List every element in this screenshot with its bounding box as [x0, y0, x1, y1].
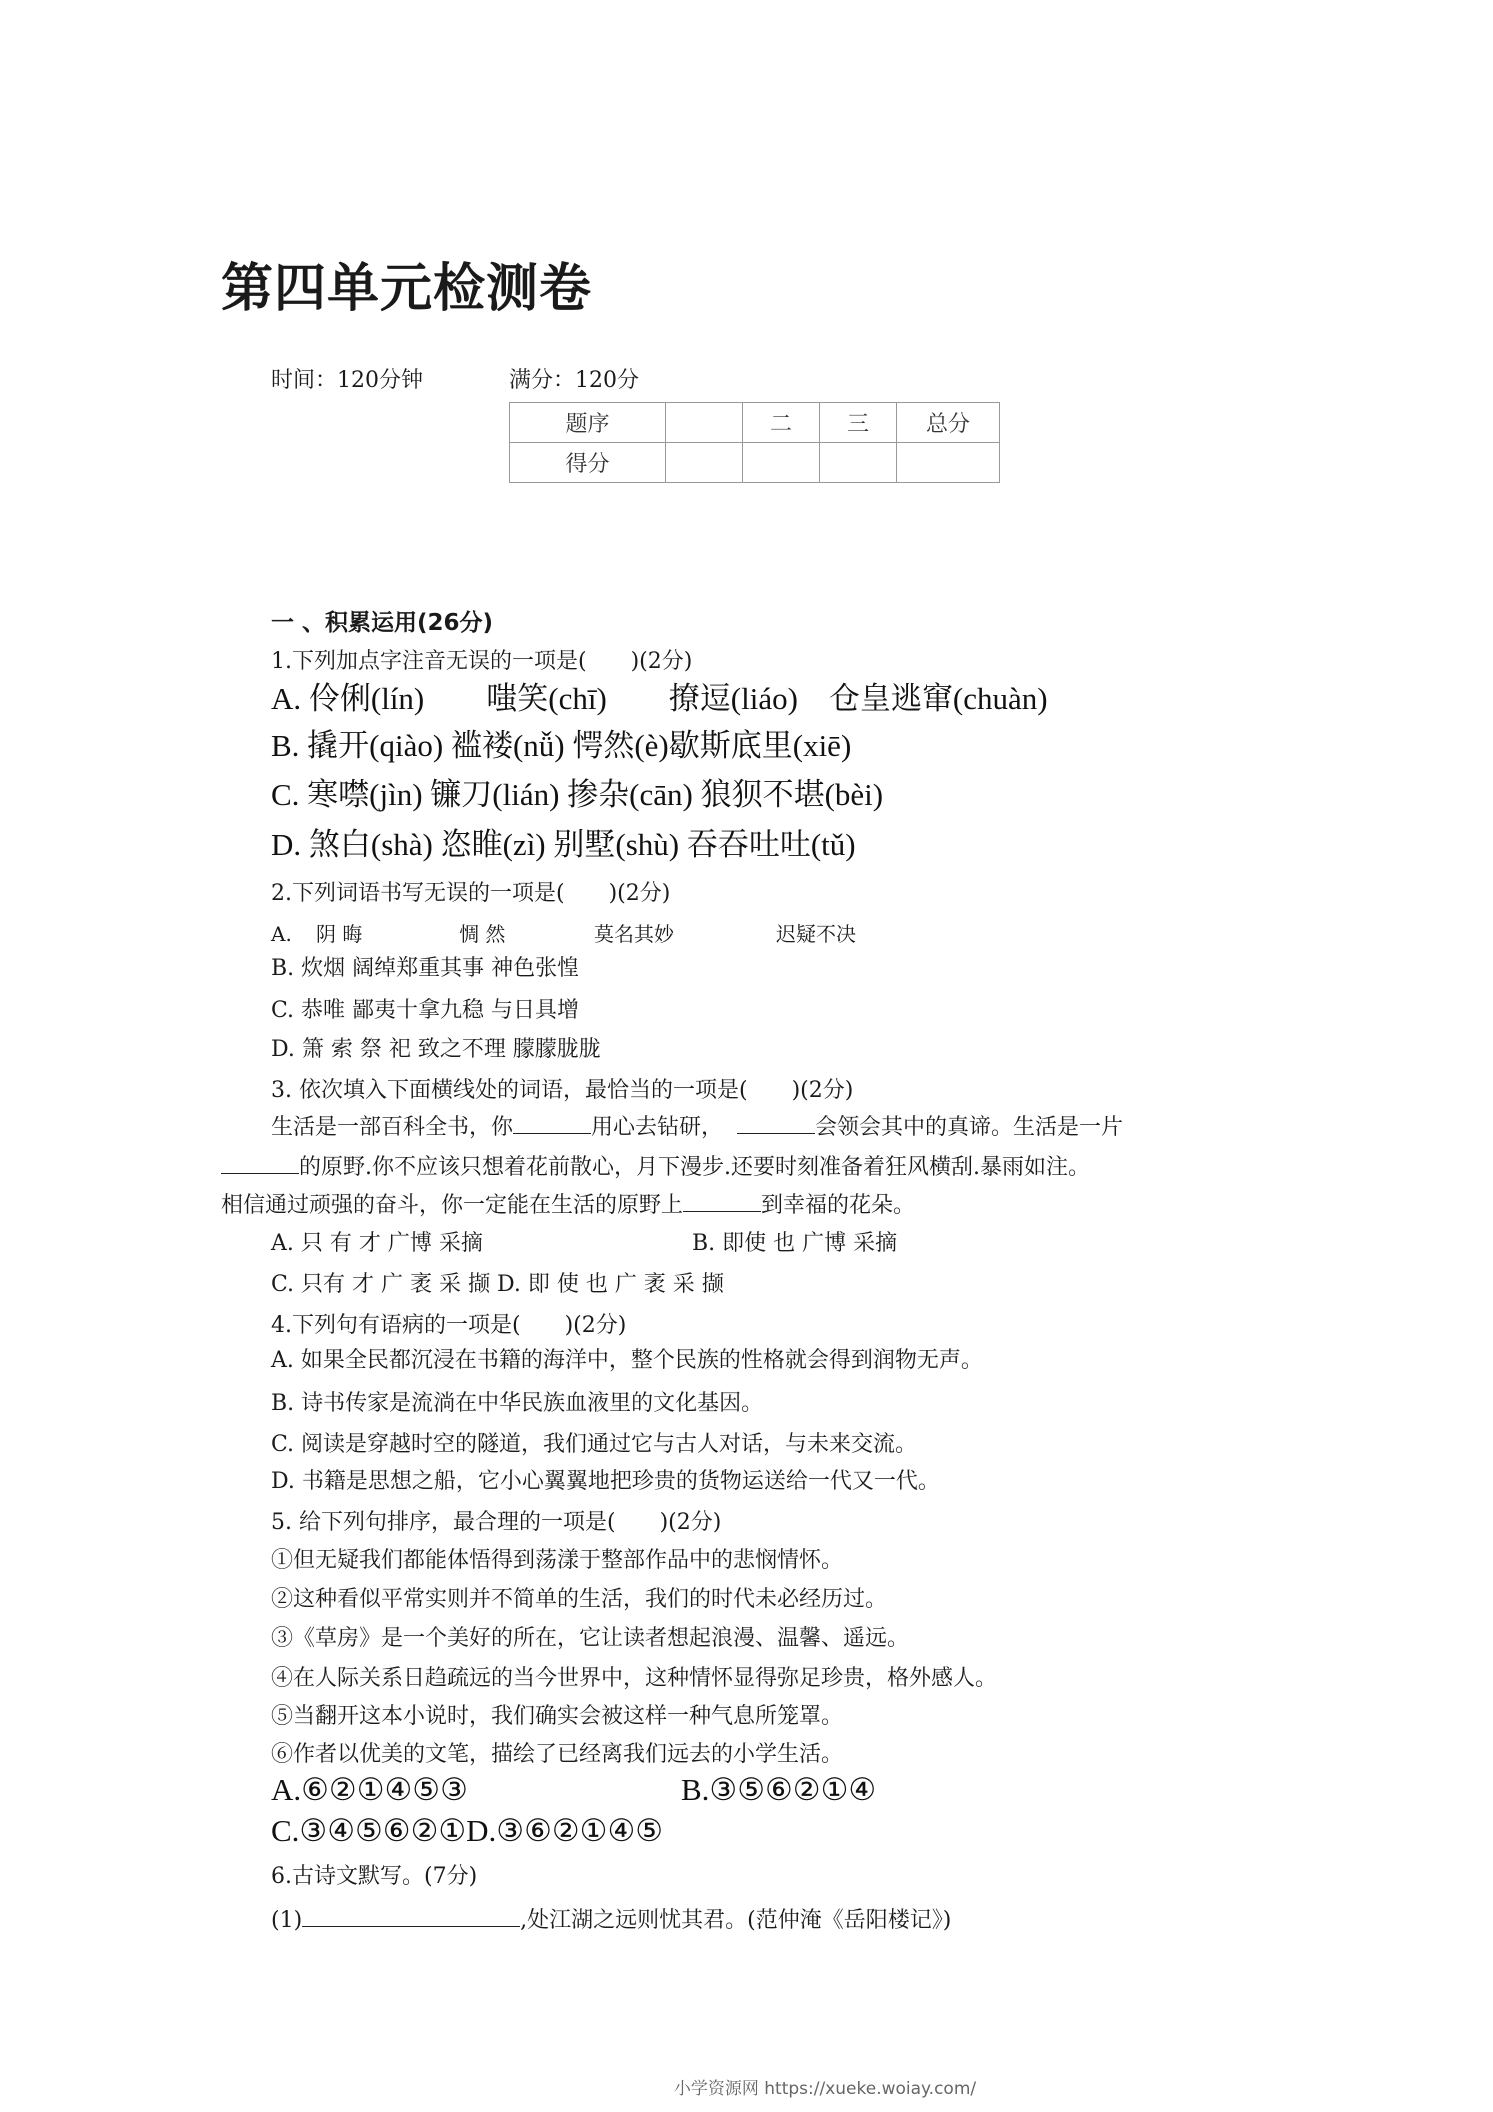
- exam-time: 时间：120分钟: [271, 368, 423, 393]
- sentence-item: ④在人际关系日趋疏远的当今世界中，这种情怀显得弥足珍贵，格外感人。: [271, 1666, 998, 1691]
- footer-watermark: 小学资源网 https://xueke.woiay.com/: [673, 2079, 977, 2099]
- option-c: C. 阅读是穿越时空的隧道，我们通过它与古人对话，与未来交流。: [271, 1432, 918, 1457]
- recitation-item: [271, 1904, 951, 1936]
- option-d: D. 箫 索 祭 祀 致之不理 朦朦胧胧: [271, 1037, 601, 1062]
- passage-text: 相信通过顽强的奋斗，你一定能在生活的原野上: [221, 1193, 684, 1218]
- sentence-item: ⑥作者以优美的文笔，描绘了已经离我们远去的小学生活。: [271, 1742, 844, 1767]
- passage-text: 生活是一部百科全书，你: [271, 1115, 514, 1140]
- fill-blank[interactable]: [737, 1111, 815, 1134]
- option-word: 莫名其妙: [594, 922, 674, 946]
- section-heading: 一 、积累运用(26分): [271, 610, 494, 636]
- question-stem: 2.下列词语书写无误的一项是( )(2分): [271, 881, 671, 906]
- fill-blank[interactable]: [683, 1189, 761, 1212]
- table-cell: 得分: [510, 443, 666, 483]
- question-stem: 1.下列加点字注音无误的一项是( )(2分): [271, 649, 693, 674]
- question-stem: 3. 依次填入下面横线处的词语，最恰当的一项是( )(2分): [271, 1078, 854, 1103]
- option-a: A. 伶俐(lín) 嗤笑(chī) 撩逗(liáo) 仓皇逃窜(chuàn): [271, 681, 1048, 716]
- option-b: B. 即使 也 广博 采摘: [692, 1231, 898, 1256]
- full-score: 满分：120分: [509, 368, 639, 393]
- passage-text: 到幸福的花朵。: [761, 1193, 916, 1218]
- table-cell: 题序: [510, 403, 666, 443]
- table-row: [510, 403, 1000, 443]
- table-cell: 二: [743, 403, 820, 443]
- table-cell: [666, 403, 743, 443]
- score-table: [509, 402, 1000, 483]
- option-c: C. 恭唯 鄙夷十拿九稳 与日具增: [271, 998, 580, 1023]
- page-title: 第四单元检测卷: [221, 259, 593, 319]
- fill-blank[interactable]: [221, 1151, 299, 1174]
- option-b: B.③⑤⑥②①④: [681, 1772, 877, 1807]
- option-label: A.: [271, 922, 292, 946]
- score-input[interactable]: [666, 443, 743, 483]
- option-d: D. 煞白(shà) 恣睢(zì) 别墅(shù) 吞吞吐吐(tǔ): [271, 827, 856, 862]
- table-cell: 三: [820, 403, 897, 443]
- passage-text: 的原野.你不应该只想着花前散心，月下漫步.还要时刻准备着狂风横刮.暴雨如注。: [299, 1155, 1090, 1180]
- fill-blank[interactable]: [302, 1904, 520, 1927]
- sentence-item: ②这种看似平常实则并不简单的生活，我们的时代未必经历过。: [271, 1587, 888, 1612]
- option-a: A. 只 有 才 广博 采摘: [271, 1231, 483, 1256]
- option-word: 阴 晦: [316, 922, 363, 946]
- option-word: 迟疑不决: [776, 922, 856, 946]
- passage-line: [221, 1189, 915, 1221]
- score-input[interactable]: [743, 443, 820, 483]
- sentence-item: ①但无疑我们都能体悟得到荡漾于整部作品中的悲悯情怀。: [271, 1548, 844, 1573]
- option-b: B. 撬开(qiào) 褴褛(nǚ) 愕然(è)歇斯底里(xiē): [271, 728, 852, 763]
- passage-text: 会领会其中的真谛。生活是一片: [815, 1115, 1124, 1140]
- sentence-item: ⑤当翻开这本小说时，我们确实会被这样一种气息所笼罩。: [271, 1704, 844, 1729]
- table-cell: 总分: [897, 403, 1000, 443]
- question-stem: 5. 给下列句排序，最合理的一项是( )(2分): [271, 1510, 722, 1535]
- passage-text: 用心去钻研，: [591, 1115, 724, 1140]
- item-text: ,处江湖之远则忧其君。(范仲淹《岳阳楼记》): [520, 1908, 952, 1933]
- item-number: (1): [271, 1908, 303, 1933]
- score-input[interactable]: [820, 443, 897, 483]
- option-word: 惆 然: [459, 922, 506, 946]
- table-row: [510, 443, 1000, 483]
- option-a: [271, 919, 856, 949]
- passage-line: [271, 1111, 1123, 1143]
- option-a: A. 如果全民都沉浸在书籍的海洋中，整个民族的性格就会得到润物无声。: [271, 1348, 983, 1373]
- option-cd: C. 只有 才 广 袤 采 撷 D. 即 使 也 广 袤 采 撷: [271, 1272, 724, 1297]
- question-stem: 6.古诗文默写。(7分): [271, 1864, 478, 1889]
- option-d: D. 书籍是思想之船，它小心翼翼地把珍贵的货物运送给一代又一代。: [271, 1469, 940, 1494]
- option-a: A.⑥②①④⑤③: [271, 1772, 468, 1807]
- score-input[interactable]: [897, 443, 1000, 483]
- question-stem: 4.下列句有语病的一项是( )(2分): [271, 1313, 627, 1338]
- option-c: C. 寒噤(jìn) 镰刀(lián) 掺杂(cān) 狼狈不堪(bèi): [271, 777, 884, 812]
- option-b: B. 炊烟 阔绰郑重其事 神色张惶: [271, 956, 580, 981]
- option-cd: C.③④⑤⑥②①D.③⑥②①④⑤: [271, 1813, 664, 1848]
- option-b: B. 诗书传家是流淌在中华民族血液里的文化基因。: [271, 1391, 764, 1416]
- sentence-item: ③《草房》是一个美好的所在，它让读者想起浪漫、温馨、遥远。: [271, 1626, 910, 1651]
- fill-blank[interactable]: [513, 1111, 591, 1134]
- passage-line: [221, 1151, 1090, 1183]
